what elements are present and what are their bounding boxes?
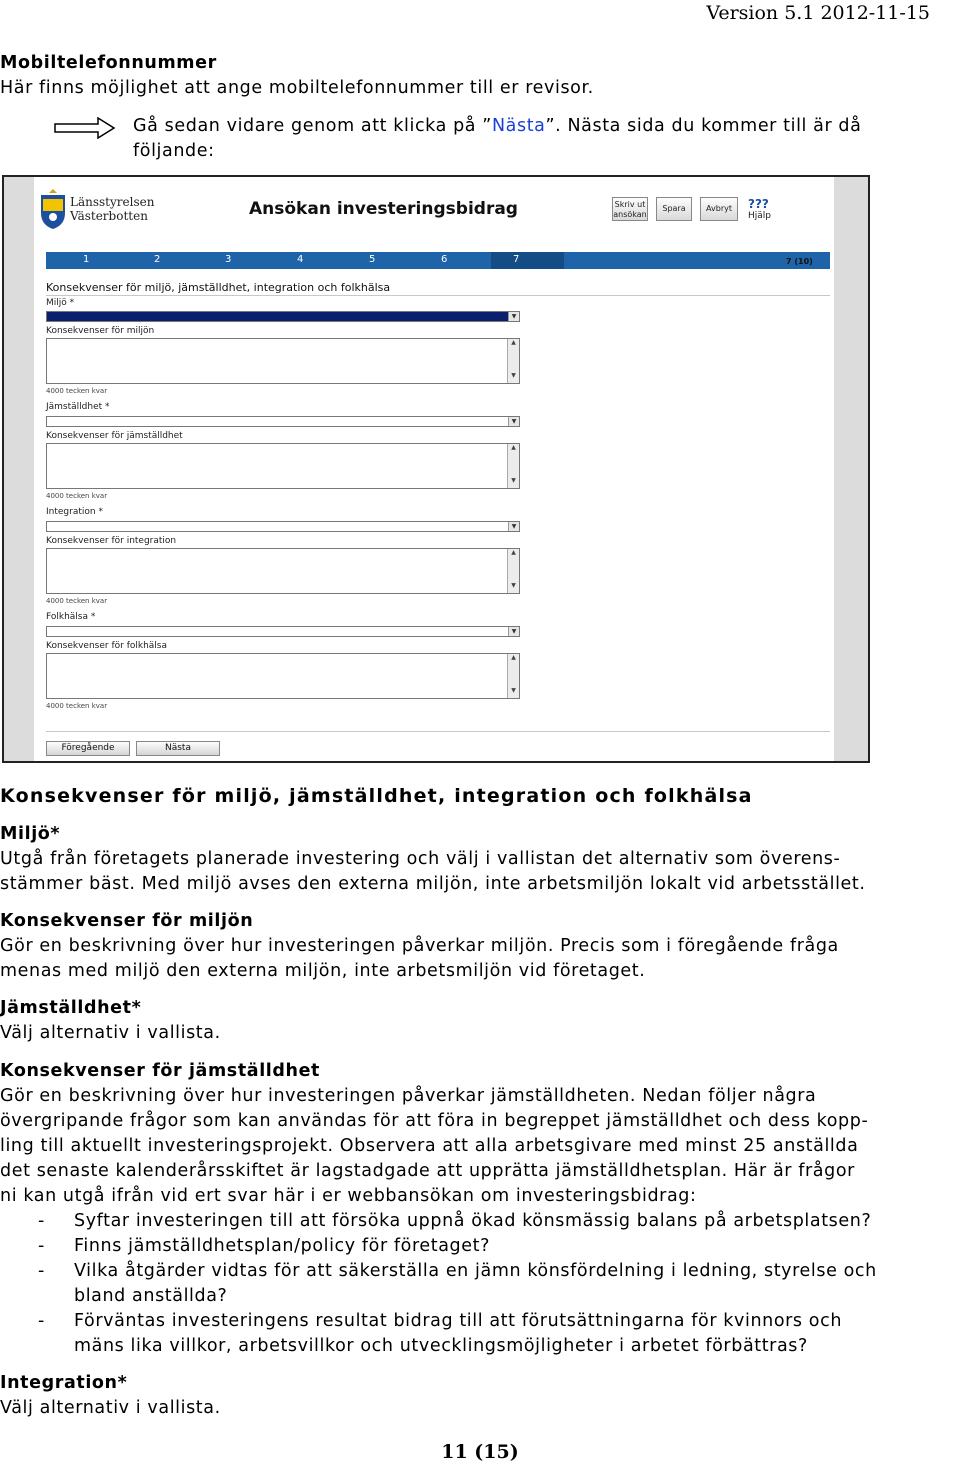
bullet-4-line-1: Förväntas investeringens resultat bidrag till att förutsättningarna för kvinnors och — [74, 1311, 843, 1331]
miljo-text-2: stämmer bäst. Med miljö avses den externa miljön, inte arbetsmiljön lokalt vid arbetsstället. — [0, 874, 866, 894]
section-heading: Konsekvenser för miljö, jämställdhet, integration och folkhälsa — [0, 785, 753, 807]
folkhalsa-label: Folkhälsa * — [46, 612, 96, 622]
bullet-2: Finns jämställdhetsplan/policy för företaget? — [74, 1236, 490, 1256]
chevron-down-icon: ▼ — [508, 522, 519, 531]
kons-miljo-text-2: menas med miljö den externa miljön, inte arbetsmiljön vid företaget. — [0, 961, 646, 981]
jamst-text: Välj alternativ i vallista. — [0, 1023, 221, 1043]
cancel-button[interactable]: Avbryt — [700, 197, 738, 221]
char-counter: 4000 tecken kvar — [46, 387, 108, 395]
step-1[interactable]: 1 — [83, 254, 90, 265]
help-label: Hjälp — [748, 211, 771, 221]
org-name — [70, 195, 154, 223]
instruction-pre: Gå sedan vidare genom att klicka på ” — [133, 116, 492, 136]
org-name-line1: Länsstyrelsen — [70, 195, 155, 209]
scroll-down-icon: ▼ — [511, 477, 516, 484]
kons-miljo-heading: Konsekvenser för miljön — [0, 911, 254, 931]
step-2[interactable]: 2 — [154, 254, 161, 265]
screenshot-page — [34, 177, 834, 763]
jamst-heading: Jämställdhet* — [0, 998, 142, 1018]
chevron-down-icon: ▼ — [508, 627, 519, 636]
bullet-3-line-2: bland anställda? — [74, 1286, 228, 1306]
kons-integration-label: Konsekvenser för integration — [46, 536, 177, 546]
coat-of-arms-icon — [38, 187, 68, 231]
miljo-heading: Miljö* — [0, 824, 61, 844]
instruction-post: ”. Nästa sida du kommer till är då — [545, 116, 862, 136]
kons-jamst-heading: Konsekvenser för jämställdhet — [0, 1061, 321, 1081]
scroll-down-icon: ▼ — [511, 582, 516, 589]
kons-miljo-textarea[interactable] — [46, 338, 520, 384]
instruction-line — [133, 114, 861, 139]
step-3[interactable]: 3 — [225, 254, 232, 265]
bottom-divider — [46, 731, 830, 732]
kons-miljo-text-1: Gör en beskrivning över hur investeringen påverkar miljön. Precis som i föregående fråga — [0, 936, 839, 956]
scroll-up-icon: ▲ — [511, 444, 516, 451]
kons-miljo-label: Konsekvenser för miljön — [46, 326, 155, 336]
miljo-select[interactable] — [46, 311, 520, 322]
app-title: Ansökan investeringsbidrag — [249, 199, 518, 219]
bullet-marker: - — [38, 1211, 45, 1231]
previous-button[interactable]: Föregående — [46, 741, 130, 756]
help-button[interactable] — [748, 197, 771, 221]
version-header: Version 5.1 2012-11-15 — [706, 2, 930, 24]
scrollbar[interactable] — [507, 339, 519, 383]
miljo-label: Miljö * — [46, 298, 75, 308]
step-5[interactable]: 5 — [369, 254, 376, 265]
scroll-up-icon: ▲ — [511, 654, 516, 661]
kons-folkhalsa-textarea[interactable] — [46, 653, 520, 699]
integration-label: Integration * — [46, 507, 103, 517]
step-navigation — [46, 252, 830, 269]
bullet-marker: - — [38, 1311, 45, 1331]
kons-integration-textarea[interactable] — [46, 548, 520, 594]
chevron-down-icon: ▼ — [508, 417, 519, 426]
char-counter: 4000 tecken kvar — [46, 597, 108, 605]
step-4[interactable]: 4 — [297, 254, 304, 265]
step-7[interactable]: 7 — [513, 254, 520, 265]
print-button[interactable]: Skriv ut ansökan — [612, 197, 648, 221]
scroll-up-icon: ▲ — [511, 339, 516, 346]
integration-select[interactable] — [46, 521, 520, 532]
kons-jamst-text-5: ni kan utgå ifrån vid ert svar här i er webbansökan om investeringsbidrag: — [0, 1186, 697, 1206]
help-icon: ??? — [748, 197, 769, 211]
scroll-up-icon: ▲ — [511, 549, 516, 556]
kons-jamst-text-2: övergripande frågor som kan användas för att föra in begreppet jämställdhet och dess kopp- — [0, 1111, 869, 1131]
bullet-marker: - — [38, 1261, 45, 1281]
section-divider — [46, 295, 830, 296]
char-counter: 4000 tecken kvar — [46, 492, 108, 500]
scroll-down-icon: ▼ — [511, 687, 516, 694]
kons-jamst-text-4: det senaste kalenderårsskiftet är lagstadgade att upprätta jämställdhetsplan. Här är frågor — [0, 1161, 855, 1181]
bullet-1: Syftar investeringen till att försöka uppnå ökad könsmässig balans på arbetsplatsen? — [74, 1211, 872, 1231]
scrollbar[interactable] — [507, 549, 519, 593]
form-section-title: Konsekvenser för miljö, jämställdhet, integration och folkhälsa — [46, 281, 391, 294]
step-6[interactable]: 6 — [441, 254, 448, 265]
integration-text: Välj alternativ i vallista. — [0, 1398, 221, 1418]
chevron-down-icon: ▼ — [508, 312, 519, 321]
screenshot-right-margin — [834, 177, 870, 763]
org-name-line2: Västerbotten — [70, 209, 148, 223]
instruction-line-2: följande: — [133, 141, 215, 161]
kons-folkhalsa-label: Konsekvenser för folkhälsa — [46, 641, 168, 651]
page-count: 7 (10) — [786, 257, 813, 266]
scrollbar[interactable] — [507, 444, 519, 488]
folkhalsa-select[interactable] — [46, 626, 520, 637]
kons-jamst-label: Konsekvenser för jämställdhet — [46, 431, 183, 441]
scroll-down-icon: ▼ — [511, 372, 516, 379]
next-button[interactable]: Nästa — [136, 741, 220, 756]
mobile-text: Här finns möjlighet att ange mobiltelefonnummer till er revisor. — [0, 78, 594, 98]
kons-jamst-textarea[interactable] — [46, 443, 520, 489]
jamst-label: Jämställdhet * — [46, 402, 110, 412]
kons-jamst-text-1: Gör en beskrivning över hur investeringen påverkar jämställdheten. Nedan följer några — [0, 1086, 817, 1106]
save-button[interactable]: Spara — [656, 197, 692, 221]
integration-heading: Integration* — [0, 1373, 128, 1393]
kons-jamst-text-3: ling till aktuellt investeringsprojekt. Observera att alla arbetsgivare med minst 25 anställda — [0, 1136, 859, 1156]
bullet-3-line-1: Vilka åtgärder vidtas för att säkerställa en jämn könsfördelning i ledning, styrelse och — [74, 1261, 877, 1281]
miljo-text-1: Utgå från företagets planerade investering och välj i vallistan det alternativ som överens- — [0, 849, 841, 869]
form-screenshot — [2, 175, 870, 763]
mobile-heading: Mobiltelefonnummer — [0, 53, 217, 73]
screenshot-left-margin — [4, 177, 34, 763]
page-number: 11 (15) — [441, 1441, 519, 1463]
jamst-select[interactable] — [46, 416, 520, 427]
char-counter: 4000 tecken kvar — [46, 702, 108, 710]
bullet-4-line-2: mäns lika villkor, arbetsvillkor och utvecklingsmöjligheter i arbetet förbättras? — [74, 1336, 808, 1356]
step-active-highlight — [491, 252, 564, 269]
bullet-marker: - — [38, 1236, 45, 1256]
arrow-right-icon — [54, 117, 116, 139]
next-link-text: Nästa — [491, 116, 546, 136]
scrollbar[interactable] — [507, 654, 519, 698]
